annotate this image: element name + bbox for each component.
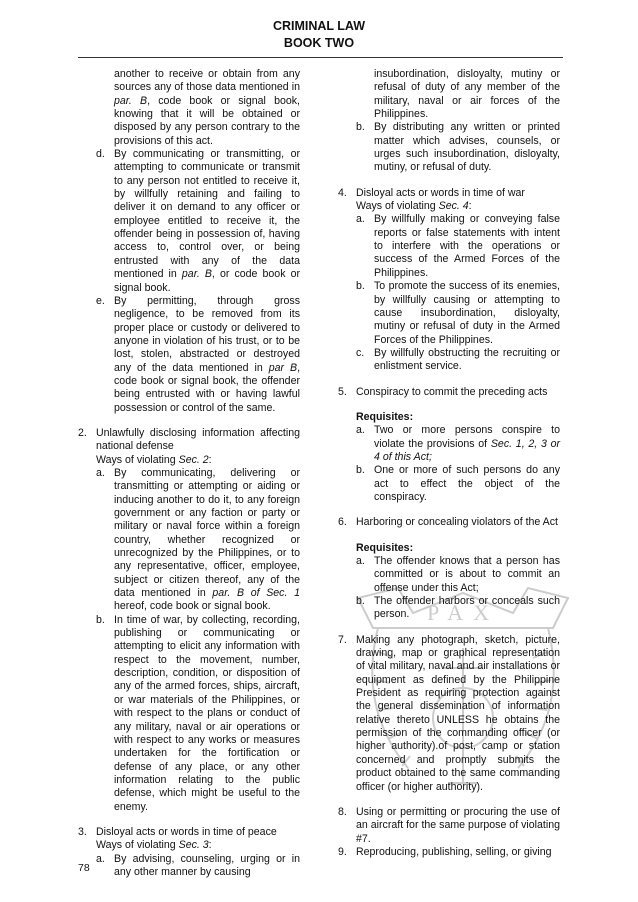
item-7-marker: 7. [338,633,347,646]
page-number: 78 [78,862,90,874]
requisites-heading: Requisites: [356,541,414,554]
item-4b-marker: b. [356,280,365,293]
right-column [338,68,560,859]
item-2a-text: By communicating, delivering or transmitting or attempting or aiding or inducing another to do it, to any foreign government or any faction or party or military or naval force within a foreign country, whether recognized or unrecognized by the Philippines, or to any representative, officer, employee, subject or citizen thereof, any of the data mentioned in par. B of Sec. 1 hereof, code book or signal book. [114,466,301,613]
item-4c-marker: c. [356,346,365,359]
item-d-text: By communicating or transmitting, or attempting to communicate or transmit to any person not entitled to receive it, by willfully retaining and failing to deliver it on demand to any officer or employee entitled to receive it, the offender being in possession of, having access to, control over, or being entrusted with any of the data mentioned in par. B, or code book or signal book. [114,148,301,294]
item-9-text: Reproducing, publishing, selling, or giving [356,845,552,858]
item-2b-text: In time of war, by collecting, recording, publishing or communicating or attempting to elicit any information with respect to the movement, number, description, condition, or disposition of any of the armed forces, ships, aircraft, or war materials of the Philippines, or with respect to the plans or conduct of any military, naval or air operations or with respect to any works or measures undertaken for the fortification or defense of any place, or any other information relating to the public defense, which might be useful to the enemy. [114,613,300,813]
item-b-marker: b. [356,121,365,134]
item-2-marker: 2. [78,426,87,439]
header-rule [78,57,563,58]
item-5-marker: 5. [338,385,347,398]
item-3-title: Disloyal acts or words in time of peace [96,825,277,838]
header-title: CRIMINAL LAW [272,19,366,33]
item-b-text: By distributing any written or printed matter which advises, counsels, or urges such insubordination, disloyalty, mutiny, or refusal of duty. [374,121,560,174]
item-6b-text: The offender harbors or conceals such person. [374,595,560,621]
item-7-text: Making any photograph, sketch, picture, drawing, map or graphical representation of vital military, naval and air installations or equipment as defined by the Philippine President as requiring protection against the general dissemination of information relative thereto UNLESS he obtains the permission of the commanding officer (or higher authority).of post, camp or station concerned and promptly submits the product obtained to the same commanding officer (or higher authority). [356,633,560,793]
item-4-ways: Ways of violating Sec. 4: [356,200,472,213]
item-5a-text: Two or more persons conspire to violate the provisions of Sec. 1, 2, 3 or 4 of this Act; [374,424,561,463]
item-2a-marker: a. [96,466,105,479]
item-9-marker: 9. [338,845,347,858]
item-4-marker: 4. [338,186,347,199]
item-5-title: Conspiracy to commit the preceding acts [356,385,548,398]
item-e-marker: e. [96,294,105,307]
item-6-title: Harboring or concealing violators of the Act [356,516,558,529]
item-6a-text: The offender knows that a person has committed or is about to commit an offense under this Act; [374,555,560,594]
item-6b-marker: b. [356,595,365,608]
item-3-ways: Ways of violating Sec. 3: [96,839,212,852]
item-4b-text: To promote the success of its enemies, by willfully causing or attempting to cause insubordination, disloyalty, mutiny or refusal of duty in the Armed Forces of the Philippines. [374,280,560,346]
left-column [78,68,300,879]
requisites-heading: Requisites: [356,410,414,423]
item-3a-marker: a. [96,852,105,865]
item-8-marker: 8. [338,805,347,818]
item-e-text: By permitting, through gross negligence, to be removed from its proper place or custody or delivered to anyone in violation of his trust, or to be lost, stolen, abstracted or destroyed any of the data mentioned in par B, code book or signal book, the offender being entrusted with or having lawful possession or control of the same. [114,294,301,414]
item-4-title: Disloyal acts or words in time of war [356,186,525,199]
header-subtitle: BOOK TWO [283,36,355,50]
item-4a-marker: a. [356,213,365,226]
item-8-text: Using or permitting or procuring the use of an aircraft for the same purpose of violating #7. [356,805,560,845]
svg-text:PAX: PAX [427,600,499,625]
item-4a-text: By willfully making or conveying false reports or false statements with intent to interfere with the operations or success of the Armed Forces of the Philippines. [374,213,560,279]
item-6a-marker: a. [356,555,365,567]
item-c-continuation: another to receive or obtain from any sources any of those data mentioned in par. B, code book or signal book, knowing that it will be obtained or disposed by any person contrary to the provisions of this act. [114,68,300,147]
item-2b-marker: b. [96,613,105,626]
item-2-ways: Ways of violating Sec. 2: [96,453,212,466]
item-5b-text: One or more of such persons do any act to effect the object of the conspiracy. [374,464,560,503]
page-header [0,18,638,52]
item-4c-text: By willfully obstructing the recruiting or enlistment service. [374,346,560,373]
item-a-continuation: insubordination, disloyalty, mutiny or refusal of duty of any member of the military, naval or air forces of the Philippines. [374,68,560,121]
item-6-marker: 6. [338,516,347,529]
item-2-title: Unlawfully disclosing information affecting national defense [96,426,300,453]
item-3-marker: 3. [78,825,87,838]
item-5a-marker: a. [356,424,365,437]
item-d-marker: d. [96,148,105,161]
item-5b-marker: b. [356,464,365,477]
item-3a-text: By advising, counseling, urging or in any other manner by causing [114,852,300,878]
